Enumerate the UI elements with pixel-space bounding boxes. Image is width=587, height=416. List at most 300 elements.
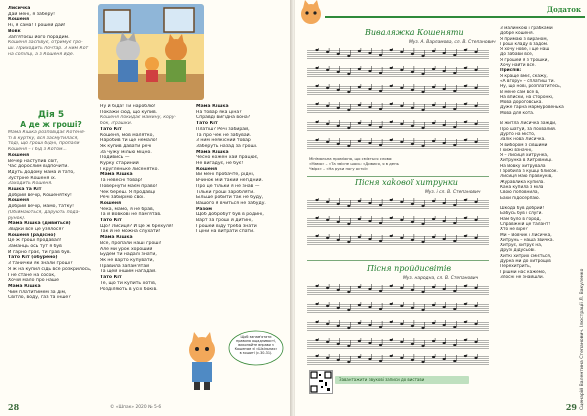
note-head [400,87,403,89]
text-line: В житла Лисичка зажди, [500,121,557,127]
note-head [411,307,414,309]
music-staff [307,140,489,154]
qr-code-icon[interactable] [309,370,333,394]
note-head [326,323,329,325]
text-line: Хитрує, хитрує на, [500,243,543,249]
note-head [400,219,403,221]
note-head [400,305,403,307]
text-line: Зап'ятоєш його порадим. [8,34,70,40]
speech-bubble [228,330,284,368]
text-line: Звідки все це узялося? [8,226,64,232]
note-head [315,49,318,51]
text-line: Грішми нас кажемо, [500,269,547,275]
note-head [379,90,382,92]
note-head [464,103,467,105]
note-head [432,218,435,220]
stage-direction: на сопілці, а з Кошеня йде. [8,51,75,57]
note-head [421,109,424,111]
text-line: З танички як знали гроші? [8,261,73,267]
text-line: «А вгору» – сплатиш ти. [500,78,555,84]
text-line: Грошей віду треба знати [196,223,257,229]
note-head [464,49,467,51]
text-line: Зустріне Кошеня їх. [8,175,57,181]
text-line: Та про чек не забувай. [196,132,252,138]
text-line: На вписки, на сторонкі, [500,94,554,100]
note-head [315,67,318,69]
text-line: Я грошей я з трошки, [500,57,549,63]
text-line: Друзі дідусьові. [500,248,536,254]
text-line: Дуже гарна мармуровенька [500,105,564,111]
music-staff [307,122,489,136]
note-head [400,357,403,359]
note-head [368,220,371,222]
stage-direction: рунок). [8,215,26,221]
note-head [379,326,382,328]
text-line: В мене сам все в, [500,89,540,95]
text-line: Час дорослим відпочити. [8,164,69,170]
note-head [432,356,435,358]
text-line: Дурна ми до хитрощів [500,259,551,265]
text-line: Дурто на місто, [500,131,536,137]
note-head [337,89,340,91]
note-head [474,123,477,125]
note-head [315,303,318,305]
note-head [379,360,382,362]
text-line: Й гарно грає, ти грав був. [8,249,72,255]
text-line: Свою поповнила, [500,190,539,196]
note-head [464,217,467,219]
note-head [347,91,350,93]
note-head [453,144,456,146]
note-head [337,325,340,327]
note-head [368,358,371,360]
note-head [326,219,329,221]
text-line: Хочу найти все. [500,63,536,69]
speaker-name: Кошеня [100,200,122,206]
text-line: Тільки гроші заробляти. [196,189,255,195]
speaker-name: Лисичка [8,6,31,11]
note-head [379,54,382,56]
note-head [368,238,371,240]
text-line: Гроші кладу в задом. [500,41,549,47]
note-head [368,324,371,326]
note-head [443,358,446,360]
text-line: Як купив давати речі [100,143,152,149]
note-head [390,355,393,357]
note-head [432,86,435,88]
note-head [379,290,382,292]
note-head [443,324,446,326]
text-line: Покажи сюд, що купив. [100,109,158,115]
note-head [421,223,424,225]
text-line: Повернути маєм право! [100,183,158,189]
text-line: До забави все, [500,52,534,58]
note-head [326,305,329,307]
text-line: Світло, воду, газ та інше? [8,295,71,301]
note-head [368,88,371,90]
note-head [326,51,329,53]
text-line: І хижі взначні, [500,147,533,153]
note-head [453,290,456,292]
stage-direction: бок, іграшки. [100,121,133,127]
note-head [474,105,477,107]
note-head [315,355,318,357]
illustration-kitten-cartoon [176,330,228,392]
note-head [432,68,435,70]
note-head [411,221,414,223]
text-line: Речі забирімо свої. [100,195,145,201]
song1-title: Виваляжка Кошеняти [365,28,464,37]
stage-direction: Кошеня покидає мамину, кору- [100,115,177,121]
footer-left: © «Шпак» 2020 № 5-6 [110,405,162,410]
text-line: Перехитрить, [500,264,532,270]
audio-download-link[interactable]: Завантажити звукові записи до вистави [335,376,469,384]
note-head [379,204,382,206]
text-line: З малинкою і грабками [500,26,553,31]
note-head [411,143,414,145]
lyric-line-2: «Мамо» – «Та звісне шось: «Дивися, я в день [309,161,399,166]
stage-direction: Заходить Кошеня. [8,181,53,187]
stage-direction: ші. Приходить почтар. З ним Кот [8,45,89,51]
vertical-credit: Сценарій Валентина Степанович. Ілюстрації Л. Вакуленко [580,268,585,410]
text-line: На Вовку хитрувала [500,163,546,169]
script-column-1b [8,130,94,301]
note-head [326,357,329,359]
note-head [390,217,393,219]
note-head [474,201,477,203]
note-head [421,73,424,75]
act-title: Дія 5 [37,110,65,120]
text-line: Будем ти надалі знати, [100,252,157,258]
note-head [400,51,403,53]
note-head [421,345,424,347]
song2-title: Пісня хаkової хитрунки [355,178,458,187]
note-head [326,141,329,143]
note-head [358,218,361,220]
music-staff [307,340,489,354]
text-line: Про шатуй, за похвалий. [500,126,557,132]
note-head [453,108,456,110]
left-page [0,0,291,416]
note-head [358,86,361,88]
text-line: Хочій мало про наше [8,278,59,284]
note-head [400,141,403,143]
note-head [358,50,361,52]
speaker-name: Кошеня (радісно) [8,232,56,238]
speaker-name: Приспів: [500,68,522,74]
speaker-name: Вовк [8,28,21,34]
text-line: Але ми урок хороший [100,246,153,252]
note-head [411,359,414,361]
note-head [474,287,477,289]
note-head [315,103,318,105]
note-head [315,199,318,201]
note-head [432,50,435,52]
note-head [368,142,371,144]
note-head [464,235,467,237]
note-head [390,235,393,237]
speaker-name: Кошеня [196,166,218,172]
note-head [443,306,446,308]
text-line: Кана купила з міла [500,184,544,190]
note-head [432,304,435,306]
note-head [400,287,403,289]
note-head [390,49,393,51]
text-line: Чека, мамо, я не брав, [100,206,155,212]
note-head [358,104,361,106]
note-head [379,144,382,146]
stage-direction: тоді, що гроші бідні, пропали [8,141,80,147]
note-head [421,145,424,147]
note-head [358,140,361,142]
script-column-3 [196,104,286,235]
script-column-2 [100,104,190,292]
note-head [443,238,446,240]
script-column-1 [8,6,94,57]
note-head [347,145,350,147]
text-line: Вечер наступив світ, [8,158,59,164]
text-line: Журавлика купила. [500,179,545,185]
note-head [368,202,371,204]
note-head [390,199,393,201]
text-line: Варт за гроші й дитині, [196,218,253,224]
note-head [453,308,456,310]
stage-direction: Мама Кішка розповідає Котеня- [8,130,86,135]
note-head [474,69,477,71]
note-head [421,55,424,57]
music-staff [307,86,489,100]
music-staff [307,236,489,250]
note-head [358,340,361,342]
speaker-name: Кошеня [8,152,30,158]
page-number-right: 29 [565,402,577,412]
header-band [295,0,587,26]
music-staff [307,218,489,232]
note-head [347,55,350,57]
text-line: Мова для кота. [500,110,535,116]
note-head [379,72,382,74]
note-head [453,326,456,328]
speech-bubble-text: Щоб запам'ятати правила ощадливості, виконайте вправи з Кошеням зі «Шкільних» в зошиті (с.30-31). [234,335,278,355]
text-line: Заберуть назад за гроші. [196,143,258,149]
note-head [337,125,340,127]
note-head [347,241,350,243]
note-head [368,52,371,54]
note-head [443,106,446,108]
music-staff [307,304,489,318]
note-head [368,342,371,344]
song1-credit: Муз. А. Варламова, сл. В. Степанович [409,40,496,45]
stage-direction: Кошеня – і бід з Котом... [8,147,67,153]
note-head [411,89,414,91]
note-head [474,305,477,307]
note-head [368,106,371,108]
song-lyrics-column [500,26,574,280]
text-line: Хитрунь – наша звичка. [500,237,554,243]
note-head [464,303,467,305]
note-head [400,237,403,239]
note-head [453,360,456,362]
stage-direction: Кошеня заспівує, отримує гро- [8,40,83,46]
note-head [379,126,382,128]
note-head [358,356,361,358]
note-head [347,223,350,225]
text-line: Не вигадує, не бує! [196,161,244,167]
speaker-name: Разом [196,206,213,212]
note-head [453,240,456,242]
music-staff [307,68,489,82]
note-head [453,54,456,56]
note-head [464,339,467,341]
music-staff [307,50,489,64]
text-line: Так й не можна слухати! [100,229,161,235]
note-head [337,71,340,73]
speaker-name: Мама Кішка [196,104,229,109]
text-line: Вашого я вчиться не забуду. [196,200,266,206]
text-line: Чесно кожен хай працює, [196,155,259,161]
note-head [464,199,467,201]
text-line: Я краще вміє, скажу, [500,73,548,79]
note-head [326,123,329,125]
text-line: Залік нова Лисичка. [500,137,546,143]
note-head [337,203,340,205]
text-line: Чек береш. Я продавці [100,189,156,195]
note-head [474,141,477,143]
speaker-name: Мама Кішка [100,235,133,241]
note-head [358,200,361,202]
note-head [390,339,393,341]
note-head [347,291,350,293]
note-head [411,107,414,109]
note-head [400,105,403,107]
note-head [453,72,456,74]
text-line: Ну й біда! Ти нароблю! [100,104,156,109]
speaker-name: Мама Кішка [8,283,41,289]
note-head [432,286,435,288]
note-head [411,239,414,241]
text-line: Йдуть додому мама й тато, [8,169,75,175]
divider [307,176,489,177]
text-line: Добрий вечір, мамо, татку! [8,204,74,210]
note-head [326,287,329,289]
note-head [421,241,424,243]
text-line: І кругленьке лисенятко. [100,166,159,172]
text-line: Заманць ось тут я був [8,244,62,250]
note-head [347,327,350,329]
note-head [379,240,382,242]
note-head [400,123,403,125]
note-head [358,122,361,124]
music-staff [307,200,489,214]
speaker-name: Тато Кіт (обурено) [8,255,58,261]
note-head [474,51,477,53]
stage-direction: (Обіймаються, дарують пода- [8,209,81,215]
text-line: Як не варто купувати, [100,257,154,263]
music-staff [307,356,489,370]
music-staff [307,286,489,300]
note-head [443,52,446,54]
note-head [421,127,424,129]
note-head [390,67,393,69]
text-line: Та щей іншим нагадай. [100,269,157,275]
note-head [411,203,414,205]
note-head [432,322,435,324]
note-head [421,361,424,363]
text-line: Ні, я сама! Грошей дай! [8,23,66,29]
note-head [315,121,318,123]
speaker-name: Мама Кішка [100,172,133,178]
text-line: Ми – Вовчик і Лисичка, [500,232,552,238]
note-head [326,237,329,239]
note-head [421,91,424,93]
note-head [464,121,467,123]
note-head [326,201,329,203]
lyric-line-3: Чвірх» – «На руки ногу остої» [309,166,369,171]
note-head [315,235,318,237]
note-head [421,205,424,207]
note-head [411,53,414,55]
note-head [390,321,393,323]
text-line: Про це тільки я не знав — [196,183,260,189]
note-head [390,139,393,141]
lyric-line-1: Мінімальна проміжна, що сміється слова: [309,156,393,161]
text-line: За чужу мілью міцно. [100,149,152,155]
note-head [326,69,329,71]
note-head [432,140,435,142]
text-line: Злосні не знайшли. [500,274,545,280]
note-head [474,219,477,221]
note-head [368,124,371,126]
note-head [337,107,340,109]
text-line: Хто не віре? [500,227,528,233]
note-head [411,125,414,127]
illustration-cats-wolf [98,4,204,100]
text-line: Ну, що нові, розплатитесь, [500,84,561,90]
note-head [337,53,340,55]
text-line: Шкода був добрий! [500,206,545,212]
note-head [443,142,446,144]
note-head [347,109,350,111]
text-line: Розділяють в усіх боків. [100,286,158,292]
note-head [347,73,350,75]
note-head [474,87,477,89]
speaker-name: Тато Кіт [100,275,122,281]
note-head [337,289,340,291]
note-head [400,69,403,71]
text-line: Більше робити так не буду, [196,195,264,201]
text-line: І зробила з кушці блисок. [500,169,558,175]
speaker-name: Тато Кіт [196,121,218,127]
text-line: Мова дороговська. [500,100,543,106]
note-head [337,239,340,241]
text-line: Правила запам'ятай [100,263,150,269]
music-staff [307,104,489,118]
note-head [337,221,340,223]
text-line: Нам було в город, [500,216,541,222]
note-head [358,286,361,288]
text-line: Те, що ти купить хотів, [100,280,157,286]
note-head [347,127,350,129]
text-line: Я вибором з сівшими [500,142,548,148]
note-head [347,309,350,311]
note-head [421,309,424,311]
act-heading [8,110,94,129]
note-head [432,122,435,124]
text-line: І не стане на сосок, [8,272,56,278]
right-page [295,0,587,416]
note-head [390,103,393,105]
note-head [390,285,393,287]
